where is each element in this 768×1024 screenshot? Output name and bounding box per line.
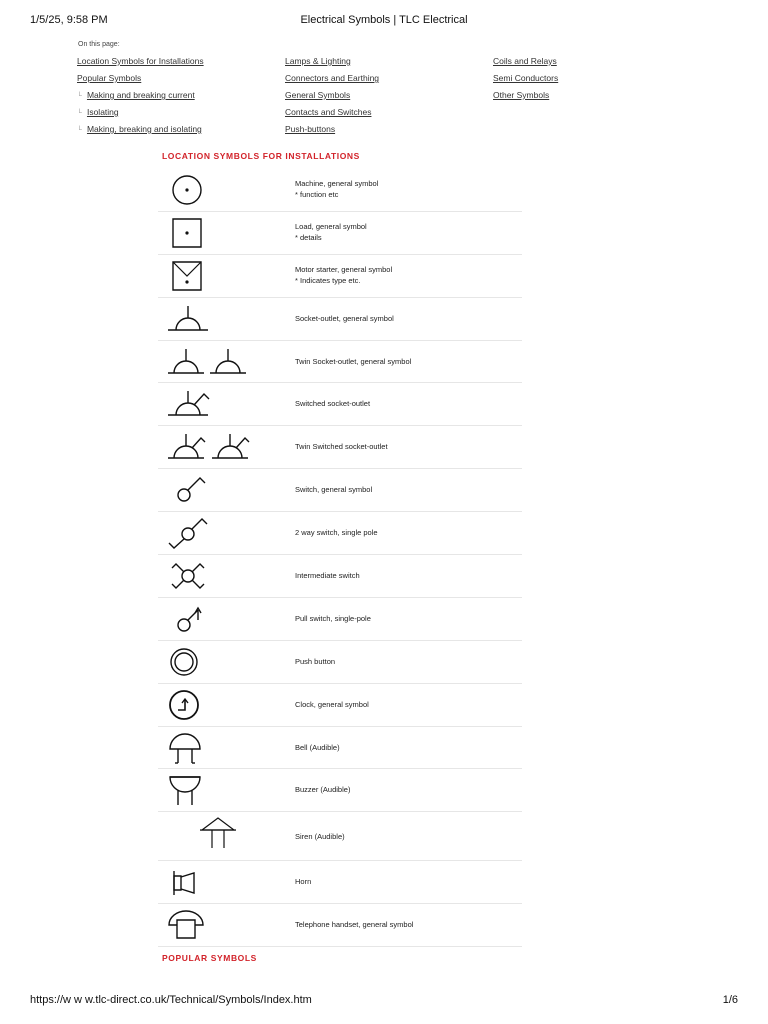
symbol-row xyxy=(158,383,522,426)
symbol-table xyxy=(158,169,522,947)
symbol-description: Socket-outlet, general symbol xyxy=(295,313,394,323)
sub-marker-icon: └ xyxy=(77,127,82,134)
symbol-row xyxy=(158,812,522,861)
twin-switched-socket-outlet-icon xyxy=(164,428,254,466)
symbol-description: Telephone handset, general symbol xyxy=(295,920,414,930)
print-header: 1/5/25, 9:58 PM Electrical Symbols | TLC Electrical xyxy=(30,14,468,26)
symbol-description: Switched socket-outlet xyxy=(295,399,371,409)
load-symbol-icon xyxy=(164,214,254,252)
section-heading-location: LOCATION SYMBOLS FOR INSTALLATIONS xyxy=(162,151,360,161)
section-heading-popular: POPULAR SYMBOLS xyxy=(162,953,257,963)
switch-icon xyxy=(164,471,254,509)
toc-column-3 xyxy=(493,56,558,107)
pull-switch-icon xyxy=(164,600,254,638)
symbol-row xyxy=(158,861,522,904)
clock-icon xyxy=(164,686,254,724)
symbol-row xyxy=(158,255,522,298)
symbol-description: Twin Socket-outlet, general symbol xyxy=(295,356,412,366)
symbol-row xyxy=(158,641,522,684)
symbol-description: Intermediate switch xyxy=(295,571,360,581)
two-way-switch-icon xyxy=(164,514,254,552)
symbol-description: Pull switch, single-pole xyxy=(295,613,371,623)
toc-link-making-breaking-isolating[interactable]: └ Making, breaking and isolating xyxy=(77,124,202,134)
symbol-row xyxy=(158,212,522,255)
symbol-description: Motor starter, general symbol * Indicates type etc. xyxy=(295,264,393,285)
symbol-row xyxy=(158,341,522,384)
push-button-icon xyxy=(164,643,254,681)
machine-symbol-icon xyxy=(164,171,254,209)
toc-link-lamps-lighting[interactable]: Lamps & Lighting xyxy=(285,56,351,66)
toc-column-1 xyxy=(77,56,204,141)
symbol-row xyxy=(158,904,522,947)
symbol-description: Siren (Audible) xyxy=(295,832,345,842)
symbol-row xyxy=(158,555,522,598)
symbol-row xyxy=(158,727,522,770)
symbol-description: Clock, general symbol xyxy=(295,699,369,709)
symbol-description: Machine, general symbol * function etc xyxy=(295,179,379,199)
horn-icon xyxy=(164,863,254,901)
symbol-description: Switch, general symbol xyxy=(295,485,373,495)
symbol-description: Buzzer (Audible) xyxy=(295,785,351,795)
siren-icon xyxy=(164,818,254,856)
symbol-row xyxy=(158,684,522,727)
symbol-row xyxy=(158,426,522,469)
symbol-description: 2 way switch, single pole xyxy=(295,528,378,538)
symbol-description: Twin Switched socket-outlet xyxy=(295,442,388,452)
toc-link-making-breaking[interactable]: └ Making and breaking current xyxy=(77,90,195,100)
symbol-row xyxy=(158,298,522,341)
telephone-handset-icon xyxy=(164,906,254,944)
symbol-description: Load, general symbol * details xyxy=(295,221,367,242)
symbol-description: Push button xyxy=(295,656,336,666)
symbol-row xyxy=(158,512,522,555)
symbol-row xyxy=(158,169,522,212)
symbol-row xyxy=(158,598,522,641)
symbol-description: Horn xyxy=(295,877,312,887)
toc-link-popular-symbols[interactable]: Popular Symbols xyxy=(77,73,142,83)
symbol-row xyxy=(158,769,522,812)
toc-link-connectors-earthing[interactable]: Connectors and Earthing xyxy=(285,73,380,83)
switched-socket-outlet-icon xyxy=(164,385,254,423)
toc-column-2 xyxy=(285,56,379,141)
sub-marker-icon: └ xyxy=(77,93,82,100)
socket-outlet-icon xyxy=(164,300,254,338)
toc-link-coils-relays[interactable]: Coils and Relays xyxy=(493,56,557,66)
toc-label: On this page: xyxy=(78,41,120,48)
twin-socket-outlet-icon xyxy=(164,343,254,381)
sub-marker-icon: └ xyxy=(77,110,82,117)
toc-link-semi-conductors[interactable]: Semi Conductors xyxy=(493,73,559,83)
symbol-description: Bell (Audible) xyxy=(295,742,340,752)
toc-link-contacts-switches[interactable]: Contacts and Switches xyxy=(285,107,372,117)
toc-link-other-symbols[interactable]: Other Symbols xyxy=(493,90,550,100)
motor-starter-icon xyxy=(164,257,254,295)
page-number: 1/6 xyxy=(722,994,738,1006)
symbol-row xyxy=(158,469,522,512)
toc-link-location-symbols[interactable]: Location Symbols for Installations xyxy=(77,56,204,66)
buzzer-icon xyxy=(164,771,254,809)
toc-link-general-symbols[interactable]: General Symbols xyxy=(285,90,351,100)
intermediate-switch-icon xyxy=(164,557,254,595)
print-url: https://w w w.tlc-direct.co.uk/Technical/Symbols/Index.htm xyxy=(30,994,312,1006)
toc-link-push-buttons[interactable]: Push-buttons xyxy=(285,124,336,134)
bell-icon xyxy=(164,729,254,767)
toc-link-isolating[interactable]: └ Isolating xyxy=(77,107,119,117)
